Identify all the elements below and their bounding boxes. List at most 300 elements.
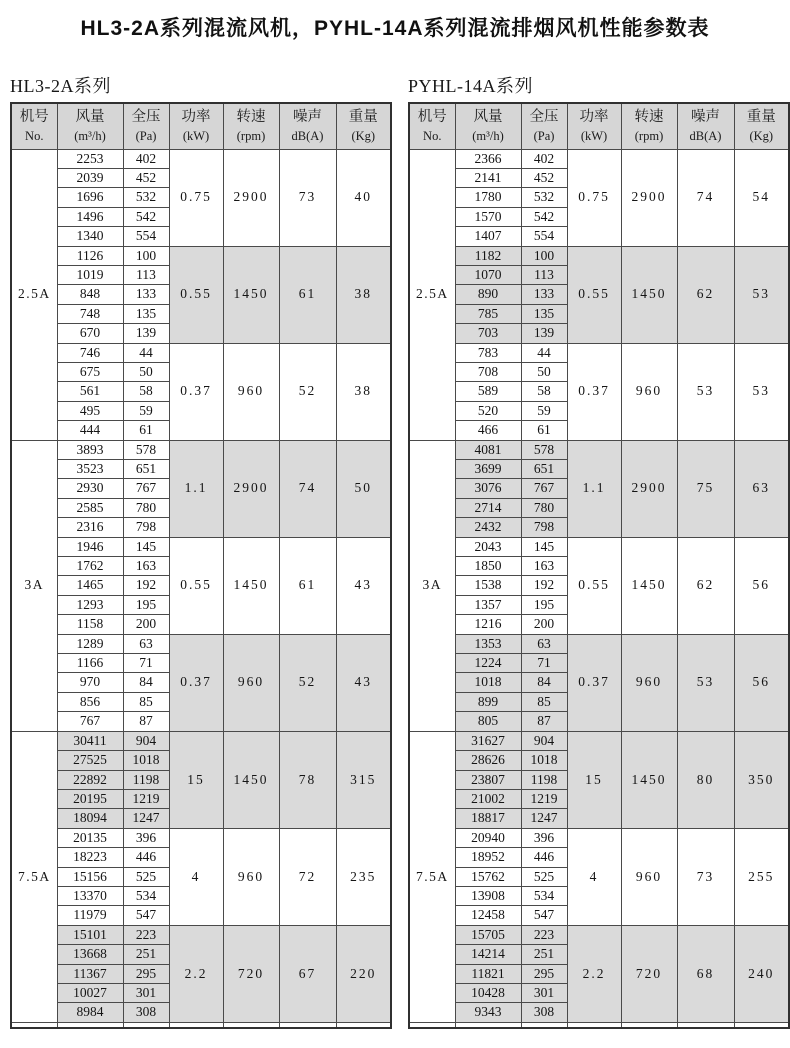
col-header-label: 全压 [131,109,161,126]
table-block-pyhl-14a [408,72,788,1029]
noise-cell: 80 [677,731,734,828]
airflow-cell: 1570 [455,207,521,226]
pressure-cell: 1219 [521,789,567,808]
pressure-cell: 44 [123,343,169,362]
airflow-cell: 708 [455,362,521,381]
airflow-cell: 675 [57,362,123,381]
table-row [409,925,789,944]
airflow-cell: 15705 [455,925,521,944]
pressure-cell: 525 [123,867,169,886]
pressure-cell: 308 [521,1003,567,1022]
col-header-rpm [223,103,279,149]
noise-cell: 61 [279,537,336,634]
table-row [409,828,789,847]
pressure-cell: 100 [123,246,169,265]
weight-cell: 56 [734,634,789,731]
model-cell: 2.5A [11,149,57,440]
pressure-cell: 301 [521,983,567,1002]
airflow-cell: 4081 [455,440,521,459]
airflow-cell: 21002 [455,789,521,808]
airflow-cell: 848 [57,285,123,304]
table-row [11,537,391,556]
rpm-cell: 720 [621,925,677,1022]
spacer-cell [11,1022,57,1028]
pressure-cell: 223 [521,925,567,944]
pressure-cell: 139 [123,324,169,343]
pressure-cell: 145 [123,537,169,556]
fan-parameters-table [408,102,790,1029]
pressure-cell: 135 [521,304,567,323]
rpm-cell: 2900 [621,149,677,246]
spacer-cell [223,1022,279,1028]
airflow-cell: 748 [57,304,123,323]
pressure-cell: 446 [123,848,169,867]
airflow-cell: 1340 [57,227,123,246]
rpm-cell: 960 [223,828,279,925]
pressure-cell: 84 [521,673,567,692]
table-row [409,634,789,653]
pressure-cell: 61 [521,421,567,440]
pressure-cell: 163 [123,557,169,576]
pressure-cell: 135 [123,304,169,323]
spacer-cell [169,1022,223,1028]
pressure-cell: 396 [123,828,169,847]
pressure-cell: 58 [521,382,567,401]
pressure-cell: 651 [123,460,169,479]
table-row [11,246,391,265]
noise-cell: 67 [279,925,336,1022]
pressure-cell: 542 [521,207,567,226]
weight-cell: 220 [336,925,391,1022]
col-header-label: 功率 [181,109,211,126]
weight-cell: 54 [734,149,789,246]
power-cell: 1.1 [169,440,223,537]
pressure-cell: 44 [521,343,567,362]
airflow-cell: 14214 [455,945,521,964]
airflow-cell: 746 [57,343,123,362]
airflow-cell: 589 [455,382,521,401]
airflow-cell: 11367 [57,964,123,983]
table-row [11,925,391,944]
col-header-unit: (rpm) [634,128,664,143]
pressure-cell: 578 [521,440,567,459]
pressure-cell: 59 [123,401,169,420]
weight-cell: 43 [336,634,391,731]
pressure-cell: 200 [123,615,169,634]
pressure-cell: 1018 [123,751,169,770]
airflow-cell: 561 [57,382,123,401]
rpm-cell: 2900 [223,440,279,537]
pressure-cell: 251 [123,945,169,964]
pressure-cell: 547 [123,906,169,925]
weight-cell: 235 [336,828,391,925]
airflow-cell: 18817 [455,809,521,828]
col-header-unit: No. [25,128,44,143]
pressure-cell: 578 [123,440,169,459]
col-header-label: 重量 [746,109,776,126]
noise-cell: 61 [279,246,336,343]
tables-row [10,72,788,1029]
table-bottom-spacer [409,1022,789,1028]
airflow-cell: 1696 [57,188,123,207]
airflow-cell: 1224 [455,654,521,673]
pressure-cell: 798 [521,518,567,537]
pressure-cell: 554 [123,227,169,246]
col-header-noise [279,103,336,149]
airflow-cell: 1496 [57,207,123,226]
airflow-cell: 899 [455,692,521,711]
power-cell: 2.2 [169,925,223,1022]
noise-cell: 78 [279,731,336,828]
airflow-cell: 1357 [455,595,521,614]
pressure-cell: 532 [521,188,567,207]
airflow-cell: 2141 [455,168,521,187]
airflow-cell: 18094 [57,809,123,828]
airflow-cell: 28626 [455,751,521,770]
col-header-unit: (kW) [182,128,210,143]
spacer-cell [677,1022,734,1028]
pressure-cell: 71 [123,654,169,673]
col-header-unit: (Kg) [749,128,774,143]
col-header-weight [336,103,391,149]
airflow-cell: 23807 [455,770,521,789]
airflow-cell: 783 [455,343,521,362]
pressure-cell: 59 [521,401,567,420]
col-header-airflow [57,103,123,149]
weight-cell: 38 [336,343,391,440]
pressure-cell: 780 [123,498,169,517]
pressure-cell: 396 [521,828,567,847]
pressure-cell: 133 [521,285,567,304]
power-cell: 0.75 [169,149,223,246]
pressure-cell: 145 [521,537,567,556]
airflow-cell: 670 [57,324,123,343]
noise-cell: 62 [677,537,734,634]
airflow-cell: 703 [455,324,521,343]
spacer-cell [455,1022,521,1028]
airflow-cell: 20940 [455,828,521,847]
power-cell: 0.37 [567,634,621,731]
noise-cell: 73 [279,149,336,246]
pressure-cell: 402 [521,149,567,168]
pressure-cell: 50 [123,362,169,381]
table-bottom-spacer [11,1022,391,1028]
table-row [11,731,391,750]
power-cell: 0.37 [169,343,223,440]
airflow-cell: 1070 [455,265,521,284]
airflow-cell: 2930 [57,479,123,498]
pressure-cell: 133 [123,285,169,304]
airflow-cell: 785 [455,304,521,323]
pressure-cell: 1018 [521,751,567,770]
airflow-cell: 767 [57,712,123,731]
rpm-cell: 960 [223,634,279,731]
airflow-cell: 2039 [57,168,123,187]
weight-cell: 56 [734,537,789,634]
pressure-cell: 200 [521,615,567,634]
noise-cell: 72 [279,828,336,925]
airflow-cell: 15156 [57,867,123,886]
airflow-cell: 13370 [57,886,123,905]
weight-cell: 53 [734,343,789,440]
power-cell: 0.37 [567,343,621,440]
airflow-cell: 3893 [57,440,123,459]
airflow-cell: 13908 [455,886,521,905]
pressure-cell: 452 [521,168,567,187]
noise-cell: 68 [677,925,734,1022]
col-header-label: 转速 [634,109,664,126]
pressure-cell: 223 [123,925,169,944]
col-header-label: 转速 [236,109,266,126]
table-block-hl3-2a [10,72,390,1029]
pressure-cell: 904 [521,731,567,750]
pressure-cell: 446 [521,848,567,867]
table-row [11,634,391,653]
col-header-airflow [455,103,521,149]
pressure-cell: 85 [123,692,169,711]
table-row [11,828,391,847]
col-header-label: 风量 [473,109,503,126]
airflow-cell: 1018 [455,673,521,692]
power-cell: 0.75 [567,149,621,246]
table-row [409,440,789,459]
pressure-cell: 113 [123,265,169,284]
pressure-cell: 402 [123,149,169,168]
model-cell: 2.5A [409,149,455,440]
airflow-cell: 3076 [455,479,521,498]
spacer-cell [279,1022,336,1028]
header-row [409,103,789,149]
rpm-cell: 2900 [621,440,677,537]
airflow-cell: 31627 [455,731,521,750]
weight-cell: 38 [336,246,391,343]
spacer-cell [123,1022,169,1028]
weight-cell: 63 [734,440,789,537]
power-cell: 0.55 [567,246,621,343]
weight-cell: 53 [734,246,789,343]
col-header-unit: (Pa) [135,128,157,143]
airflow-cell: 2714 [455,498,521,517]
pressure-cell: 1247 [123,809,169,828]
airflow-cell: 3523 [57,460,123,479]
spacer-cell [521,1022,567,1028]
pressure-cell: 532 [123,188,169,207]
airflow-cell: 1407 [455,227,521,246]
airflow-cell: 1353 [455,634,521,653]
rpm-cell: 2900 [223,149,279,246]
power-cell: 1.1 [567,440,621,537]
noise-cell: 53 [677,634,734,731]
airflow-cell: 13668 [57,945,123,964]
model-cell: 3A [409,440,455,731]
airflow-cell: 11979 [57,906,123,925]
table-row [409,149,789,168]
col-header-model [409,103,455,149]
noise-cell: 74 [677,149,734,246]
rpm-cell: 1450 [621,537,677,634]
airflow-cell: 1019 [57,265,123,284]
airflow-cell: 2043 [455,537,521,556]
rpm-cell: 960 [621,634,677,731]
airflow-cell: 2316 [57,518,123,537]
airflow-cell: 805 [455,712,521,731]
col-header-label: 噪声 [691,109,720,126]
weight-cell: 240 [734,925,789,1022]
pressure-cell: 534 [123,886,169,905]
airflow-cell: 1762 [57,557,123,576]
airflow-cell: 1166 [57,654,123,673]
spacer-cell [734,1022,789,1028]
airflow-cell: 27525 [57,751,123,770]
col-header-pressure [123,103,169,149]
table-row [409,537,789,556]
airflow-cell: 1465 [57,576,123,595]
table-row [409,731,789,750]
pressure-cell: 71 [521,654,567,673]
airflow-cell: 20135 [57,828,123,847]
col-header-model [11,103,57,149]
airflow-cell: 1182 [455,246,521,265]
airflow-cell: 15101 [57,925,123,944]
pressure-cell: 780 [521,498,567,517]
spacer-cell [57,1022,123,1028]
header-row [11,103,391,149]
pressure-cell: 308 [123,1003,169,1022]
pressure-cell: 542 [123,207,169,226]
noise-cell: 62 [677,246,734,343]
airflow-cell: 890 [455,285,521,304]
airflow-cell: 10428 [455,983,521,1002]
pressure-cell: 87 [123,712,169,731]
pressure-cell: 50 [521,362,567,381]
model-cell: 3A [11,440,57,731]
noise-cell: 74 [279,440,336,537]
airflow-cell: 856 [57,692,123,711]
col-header-unit: (Pa) [533,128,555,143]
table-row [409,343,789,362]
pressure-cell: 195 [521,595,567,614]
weight-cell: 315 [336,731,391,828]
col-header-weight [734,103,789,149]
noise-cell: 53 [677,343,734,440]
airflow-cell: 1850 [455,557,521,576]
pressure-cell: 1198 [521,770,567,789]
power-cell: 0.55 [169,246,223,343]
rpm-cell: 720 [223,925,279,1022]
pressure-cell: 767 [521,479,567,498]
power-cell: 0.55 [567,537,621,634]
col-header-unit: (rpm) [236,128,266,143]
airflow-cell: 444 [57,421,123,440]
airflow-cell: 1289 [57,634,123,653]
spacer-cell [409,1022,455,1028]
col-header-noise [677,103,734,149]
pressure-cell: 798 [123,518,169,537]
airflow-cell: 2585 [57,498,123,517]
table-row [11,440,391,459]
pressure-cell: 84 [123,673,169,692]
airflow-cell: 2253 [57,149,123,168]
page-title: HL3-2A系列混流风机，PYHL-14A系列混流排烟风机性能参数表 [80,17,710,40]
pressure-cell: 192 [123,576,169,595]
airflow-cell: 10027 [57,983,123,1002]
col-header-unit: (Kg) [351,128,376,143]
pressure-cell: 58 [123,382,169,401]
airflow-cell: 1126 [57,246,123,265]
pressure-cell: 139 [521,324,567,343]
airflow-cell: 30411 [57,731,123,750]
col-header-label: 功率 [579,109,609,126]
table-row [11,343,391,362]
airflow-cell: 1946 [57,537,123,556]
rpm-cell: 1450 [223,246,279,343]
power-cell: 2.2 [567,925,621,1022]
airflow-cell: 20195 [57,789,123,808]
noise-cell: 52 [279,343,336,440]
airflow-cell: 18223 [57,848,123,867]
col-header-power [169,103,223,149]
pressure-cell: 554 [521,227,567,246]
spacer-cell [567,1022,621,1028]
col-header-rpm [621,103,677,149]
pressure-cell: 192 [521,576,567,595]
power-cell: 0.37 [169,634,223,731]
airflow-cell: 2366 [455,149,521,168]
col-header-power [567,103,621,149]
pressure-cell: 100 [521,246,567,265]
pressure-cell: 452 [123,168,169,187]
table-row [409,246,789,265]
pressure-cell: 85 [521,692,567,711]
airflow-cell: 12458 [455,906,521,925]
airflow-cell: 466 [455,421,521,440]
col-header-unit: (kW) [580,128,608,143]
pressure-cell: 1198 [123,770,169,789]
model-cell: 7.5A [409,731,455,1022]
airflow-cell: 2432 [455,518,521,537]
col-header-unit: (m³/h) [472,128,504,143]
weight-cell: 43 [336,537,391,634]
col-header-unit: dB(A) [689,128,722,143]
pressure-cell: 63 [521,634,567,653]
noise-cell: 73 [677,828,734,925]
series-label: HL3-2A系列 [10,76,111,96]
pressure-cell: 767 [123,479,169,498]
airflow-cell: 1538 [455,576,521,595]
airflow-cell: 18952 [455,848,521,867]
airflow-cell: 1158 [57,615,123,634]
rpm-cell: 1450 [223,731,279,828]
airflow-cell: 495 [57,401,123,420]
table-row [11,149,391,168]
col-header-label: 全压 [529,109,559,126]
col-header-label: 机号 [417,109,447,126]
pressure-cell: 651 [521,460,567,479]
pressure-cell: 163 [521,557,567,576]
series-label: PYHL-14A系列 [408,76,533,96]
pressure-cell: 547 [521,906,567,925]
airflow-cell: 1216 [455,615,521,634]
pressure-cell: 1219 [123,789,169,808]
col-header-unit: No. [423,128,442,143]
pressure-cell: 251 [521,945,567,964]
rpm-cell: 1450 [223,537,279,634]
power-cell: 4 [567,828,621,925]
rpm-cell: 1450 [621,246,677,343]
pressure-cell: 63 [123,634,169,653]
pressure-cell: 525 [521,867,567,886]
weight-cell: 50 [336,440,391,537]
